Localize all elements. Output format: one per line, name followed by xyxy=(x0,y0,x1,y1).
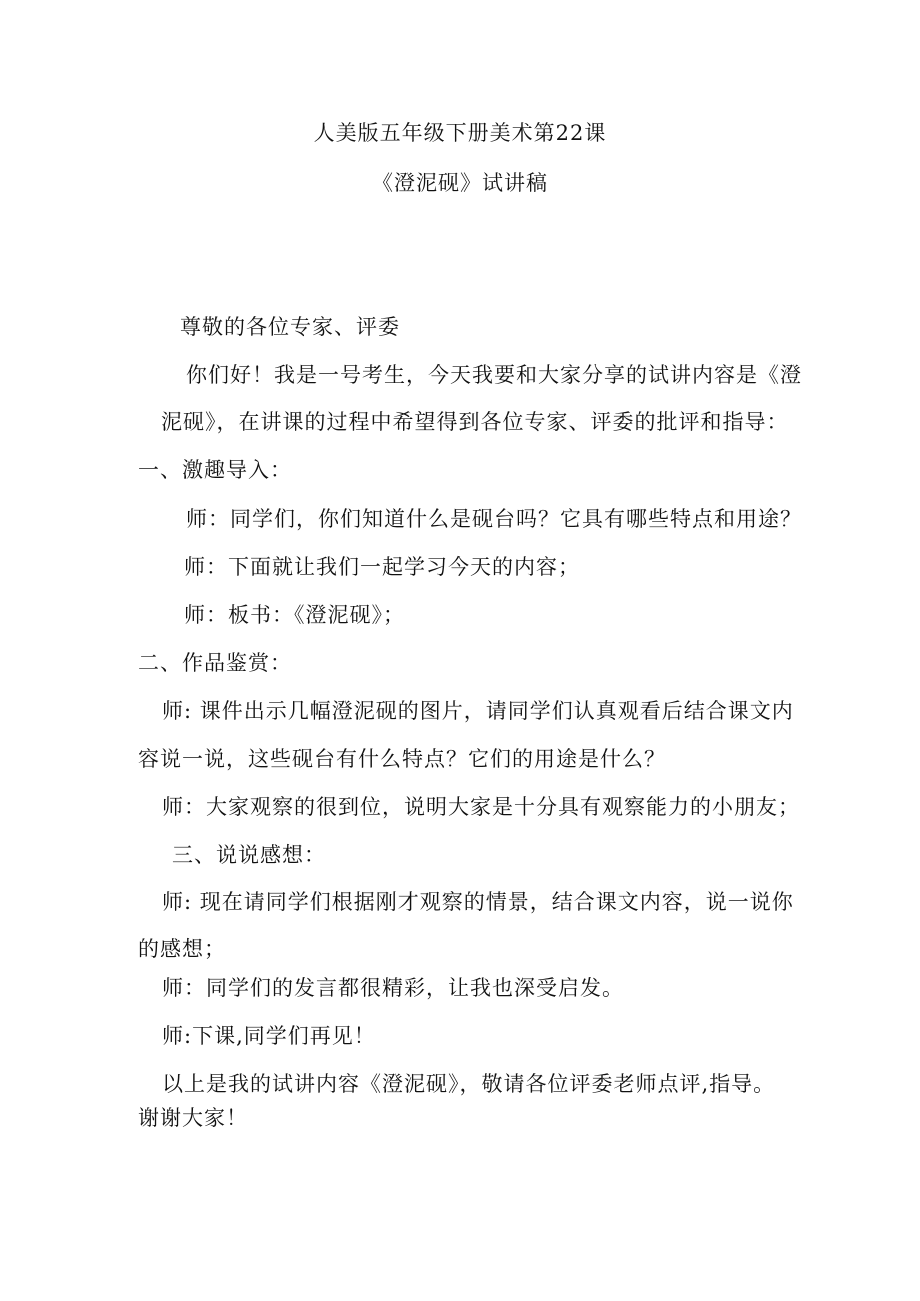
section-heading-2: 二、作品鉴赏： xyxy=(138,651,292,675)
body-line: 师: 现在请同学们根据刚才观察的情景，结合课文内容，说一说你 xyxy=(162,890,794,914)
intro-line-2: 泥砚》，在讲课的过程中希望得到各位专家、评委的批评和指导： xyxy=(161,410,789,434)
body-line: 师:下课,同学们再见！ xyxy=(162,1024,376,1048)
document-subtitle: 《澄泥砚》试讲稿 xyxy=(372,171,548,195)
section-heading-3: 三、说说感想： xyxy=(172,843,326,867)
body-line: 容说一说，这些砚台有什么特点？它们的用途是什么？ xyxy=(138,747,666,771)
body-line: 师：同学们的发言都很精彩，让我也深受启发。 xyxy=(162,976,624,1000)
thanks-line: 谢谢大家！ xyxy=(138,1106,248,1130)
section-heading-1: 一、激趣导入： xyxy=(138,458,292,482)
body-line: 师：下面就让我们一起学习今天的内容； xyxy=(184,555,580,579)
intro-line-1: 你们好！我是一号考生，今天我要和大家分享的试讲内容是《澄 xyxy=(186,363,802,387)
body-line: 师: 课件出示几幅澄泥砚的图片，请同学们认真观看后结合课文内 xyxy=(162,699,794,723)
body-line: 的感想； xyxy=(138,937,226,961)
closing-line: 以上是我的试讲内容《澄泥砚》，敬请各位评委老师点评,指导。 xyxy=(162,1072,776,1096)
body-line: 师：同学们，你们知道什么是砚台吗？它具有哪些特点和用途？ xyxy=(186,507,802,531)
document-title: 人美版五年级下册美术第22课 xyxy=(313,121,607,145)
body-line: 师：板书：《澄泥砚》； xyxy=(184,603,405,627)
body-line: 师：大家观察的很到位，说明大家是十分具有观察能力的小朋友； xyxy=(162,795,800,819)
salutation-line: 尊敬的各位专家、评委 xyxy=(180,315,400,339)
